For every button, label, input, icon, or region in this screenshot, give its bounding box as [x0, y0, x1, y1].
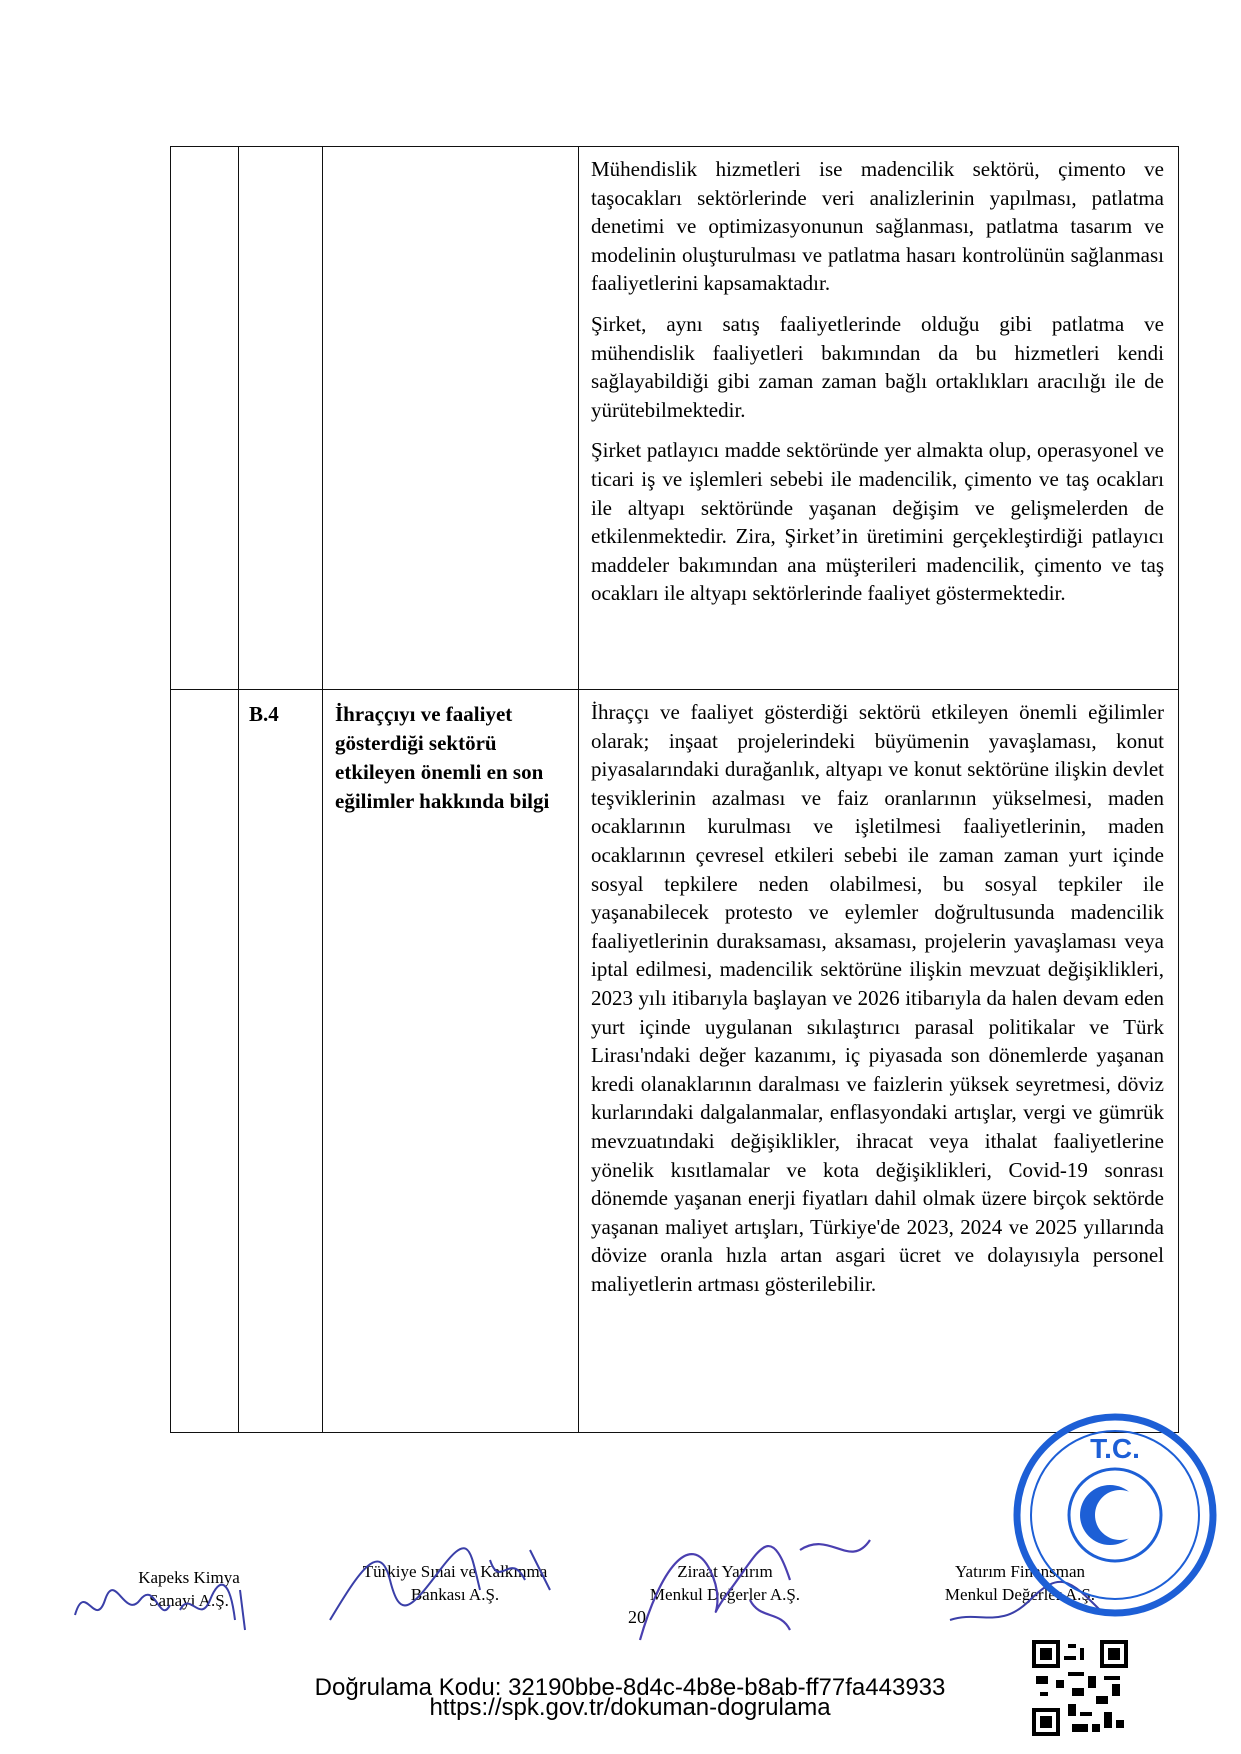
signature-scribble	[600, 1510, 920, 1650]
content-paragraph: Mühendislik hizmetleri ise madencilik sektörü, çimento ve taşocakları sektörlerinde veri analizlerinin yapılması, patlatma denetimi ve optimizasyonunun sağlanması, patlatma tasarım ve modelinin oluşturulması ve patlatma hasarı kontrolünün sağlanması faaliyetlerini kapsamaktadır.	[591, 157, 1164, 296]
qr-code	[1032, 1640, 1128, 1736]
margin-cell	[171, 147, 239, 690]
section-code: B.4	[239, 690, 323, 1433]
signature-scribble	[70, 1570, 270, 1640]
signatory-name: Yatırım Finansman	[954, 1562, 1086, 1581]
verification-url[interactable]: https://spk.gov.tr/dokuman-dogrulama	[429, 1694, 831, 1721]
table-row	[171, 690, 1179, 1433]
signatory-name: Kapeks Kimya	[138, 1568, 240, 1587]
signature-block	[80, 1530, 1160, 1650]
section-content	[579, 690, 1179, 1433]
table-row	[171, 147, 1179, 690]
page-number: 20	[628, 1607, 646, 1627]
signatory-name: Bankası A.Ş.	[410, 1585, 500, 1604]
official-seal	[1010, 1410, 1220, 1620]
margin-cell	[171, 690, 239, 1433]
signatory-name: Türkiye Sınai ve Kalkınma	[362, 1562, 548, 1581]
info-table	[170, 146, 1179, 1433]
section-title: İhraççıyı ve faaliyet gösterdiği sektörü etkileyen önemli en son eğilimler hakkında bilgi	[323, 690, 579, 1433]
section-title	[323, 147, 579, 690]
content-paragraph: Şirket, aynı satış faaliyetlerinde olduğu gibi patlatma ve mühendislik faaliyetleri bakımından da bu hizmetleri kendi sağlayabildiği gibi zaman zaman bağlı ortaklıkları aracılığı ile de yürütebilmektedir.	[591, 311, 1164, 422]
content-paragraph: İhraççı ve faaliyet gösterdiği sektörü etkileyen önemli eğilimler olarak; inşaat projelerindeki büyümenin yavaşlaması, konut piyasalarındaki durağanlık, altyapı ve konut sektörüne ilişkin devlet teşviklerinin azalması ve faiz oranlarının yükselmesi, maden ocaklarının kurulması ve işletilmesi faaliyetlerinin, maden ocaklarının çevresel etkileri sebebi ile zaman zaman yurt içinde sosyal tepkilere neden olabilmesi, bu sosyal tepkiler ile yaşanabilecek protesto ve eylemler doğrultusunda madencilik faaliyetlerinin duraksaması, aksaması, projelerin yavaşlaması veya iptal edilmesi, madencilik sektörüne ilişkin mevzuat değişiklikleri, 2023 yılı itibarıyla başlayan ve 2026 itibarıyla da halen devam eden yurt içinde uygulanan sıkılaştırıcı parasal politikalar ve Türk Lirası'ndaki değer kazanımı, iç piyasada son dönemlerde yaşanan kredi olanaklarının daralması ve faizlerin yüksek seyretmesi, döviz kurlarındaki dalgalanmalar, enflasyondaki artışlar, vergi ve gümrük mevzuatındaki değişiklikler, ihracat veya ithalat faaliyetlerine yönelik kısıtlamalar ve kota değişiklikleri, Covid-19 sonrası dönemde yaşanan enerji fiyatları dahil olmak üzere birçok sektörde yaşanan maliyet artışları, Türkiye'de 2023, 2024 ve 2025 yıllarında dövize oranla hızla artan asgari ücret ve dolayısıyla personel maliyetlerin artması gösterilebilir.	[591, 700, 1164, 1296]
content-paragraph: Şirket patlayıcı madde sektöründe yer almakta olup, operasyonel ve ticari iş ve işlemleri sebebi ile madencilik, çimento ve taş ocakları ile altyapı sektöründe yaşanan değişim ve gelişmelerden de etkilenmektedir. Zira, Şirket’in üretimini gerçekleştirdiği patlayıcı maddeler bakımından ana müşterileri madencilik, çimento ve taş ocakları ile altyapı sektörlerinde faaliyet göstermektedir.	[591, 438, 1164, 606]
verification-code: Doğrulama Kodu: 32190bbe-8d4c-4b8e-b8ab-ff77fa443933	[314, 1674, 946, 1701]
signatory-name: Sanayi A.Ş.	[149, 1591, 229, 1610]
signatory-name: Ziraat Yatırım	[677, 1562, 773, 1581]
verification-block	[290, 1674, 970, 1721]
section-content	[579, 147, 1179, 690]
seal-text: T.C.	[1090, 1433, 1140, 1464]
signature-scribble	[320, 1530, 580, 1630]
signatory-name: Menkul Değerler A.Ş.	[649, 1585, 801, 1604]
section-code	[239, 147, 323, 690]
signatory-name: Menkul Değerler A.Ş.	[944, 1585, 1096, 1604]
